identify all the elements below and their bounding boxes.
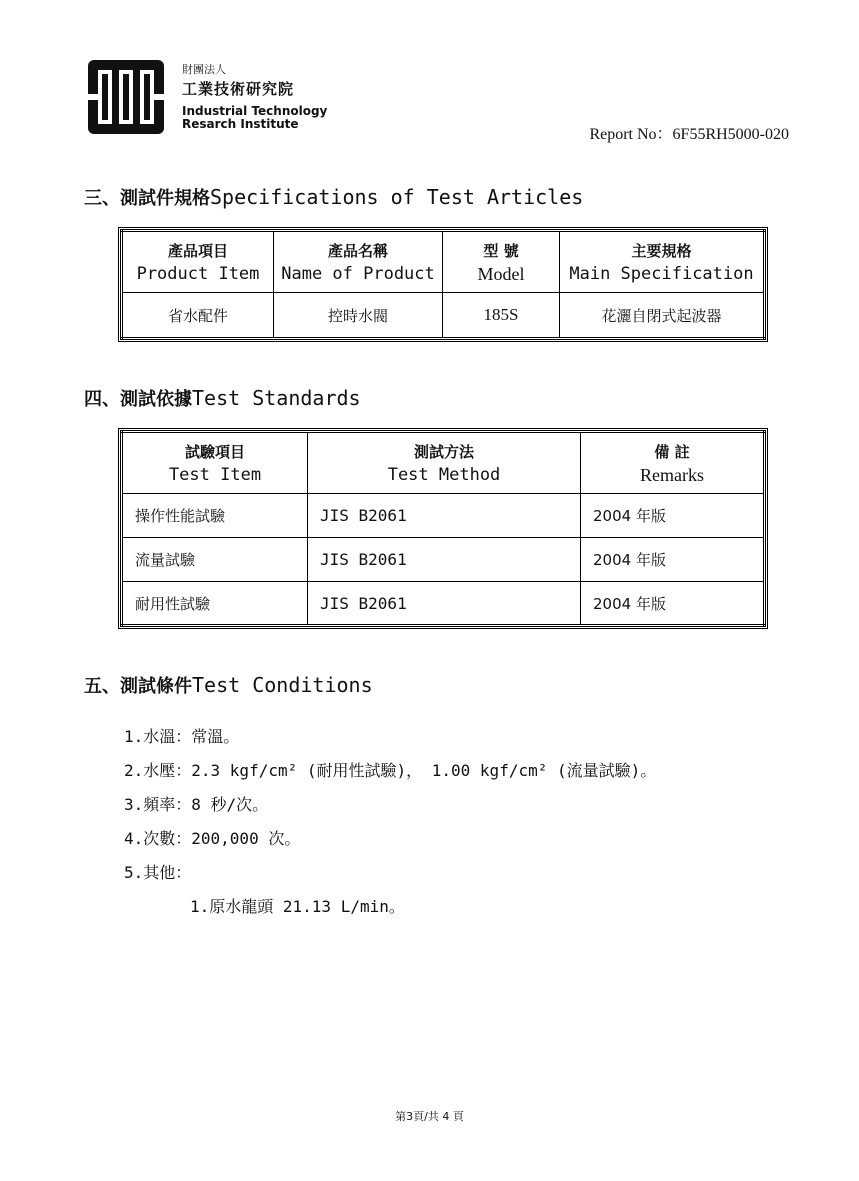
table-cell: 2004 年版 <box>581 538 765 582</box>
table-cell: 花灑自閉式起波器 <box>560 293 765 339</box>
section5-title-zh: 五、測試條件 <box>84 676 192 697</box>
header-cell: 型 號 Model <box>443 231 560 293</box>
table-header-row <box>122 432 765 494</box>
table-cell: 流量試驗 <box>122 538 308 582</box>
section3-title-zh: 三、測試件規格 <box>84 188 210 209</box>
list-item: 2.水壓：2.3 kgf/cm² (耐用性試驗)， 1.00 kgf/cm² (流量試驗)。 <box>124 761 657 780</box>
table-cell: 2004 年版 <box>581 494 765 538</box>
org-line-4: Resarch Institute <box>182 117 299 131</box>
section4-title <box>84 385 361 411</box>
org-line-1: 財團法人 <box>182 63 226 76</box>
header-cell: 測試方法 Test Method <box>308 432 581 494</box>
organization-name <box>182 64 327 130</box>
section5-title <box>84 672 373 698</box>
header-cell: 試驗項目 Test Item <box>122 432 308 494</box>
table-cell: 耐用性試驗 <box>122 582 308 626</box>
table-row <box>122 293 765 339</box>
table-cell: 控時水閥 <box>274 293 443 339</box>
sub-list-item: 1.原水龍頭 21.13 L/min。 <box>190 897 405 916</box>
header-cell: 備 註 Remarks <box>581 432 765 494</box>
header-cell: 主要規格 Main Specification <box>560 231 765 293</box>
table-cell: JIS B2061 <box>308 538 581 582</box>
table-cell: JIS B2061 <box>308 494 581 538</box>
header-cell: 產品名稱 Name of Product <box>274 231 443 293</box>
org-line-2: 工業技術研究院 <box>182 80 295 98</box>
list-item: 3.頻率：8 秒/次。 <box>124 795 269 814</box>
section4-title-en: Test Standards <box>192 386 361 410</box>
section3-title-en: Specifications of Test Articles <box>210 185 584 209</box>
header-cell: 產品項目 Product Item <box>122 231 274 293</box>
section3-title <box>84 184 583 210</box>
list-item: 1.水溫：常溫。 <box>124 727 240 746</box>
table-cell: 2004 年版 <box>581 582 765 626</box>
table-row <box>122 538 765 582</box>
list-item: 5.其他： <box>124 863 192 882</box>
table-cell: 操作性能試驗 <box>122 494 308 538</box>
list-item: 4.次數：200,000 次。 <box>124 829 301 848</box>
section5-title-en: Test Conditions <box>192 673 373 697</box>
org-line-3: Industrial Technology <box>182 104 328 118</box>
table-cell: 省水配件 <box>122 293 274 339</box>
report-number: Report No：6F55RH5000-020 <box>589 126 789 143</box>
table-cell: 185S <box>443 293 560 339</box>
table-row <box>122 582 765 626</box>
page-number: 第3頁/共 4 頁 <box>395 1110 464 1123</box>
itri-logo <box>88 60 164 134</box>
test-standards-table <box>120 430 766 627</box>
section4-title-zh: 四、測試依據 <box>84 389 192 410</box>
table-row <box>122 494 765 538</box>
table-cell: JIS B2061 <box>308 582 581 626</box>
table-header-row <box>122 231 765 293</box>
test-conditions-list <box>124 720 656 924</box>
specifications-table <box>120 229 766 340</box>
